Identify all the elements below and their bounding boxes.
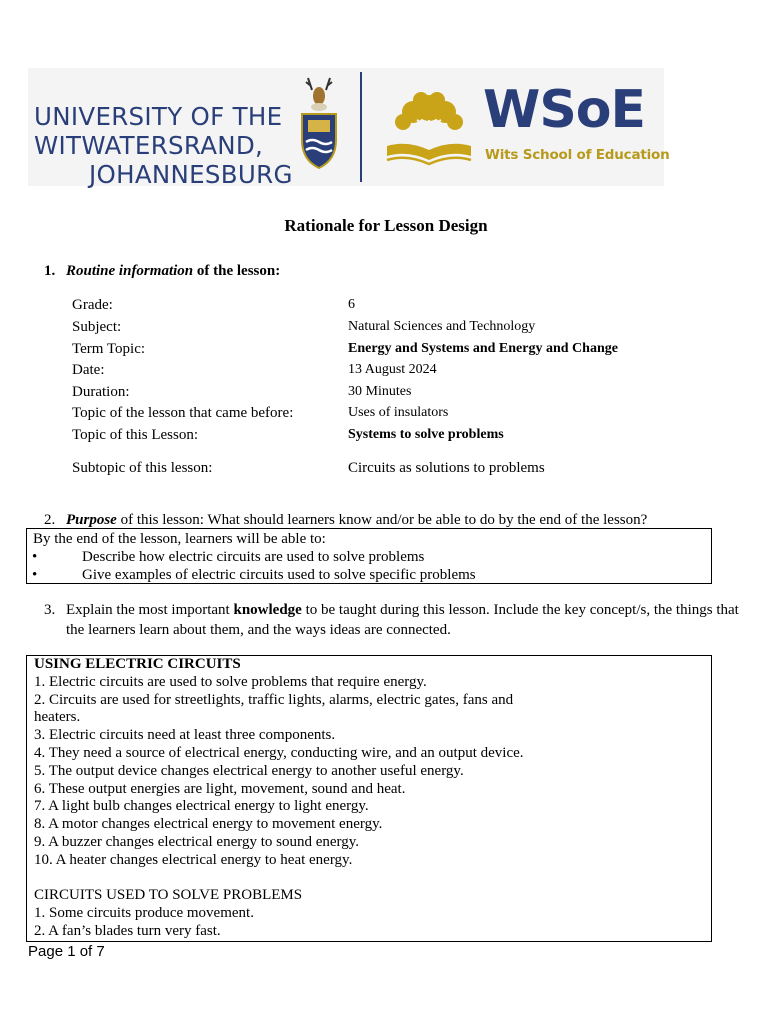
term-topic-value: Energy and Systems and Energy and Change	[348, 341, 618, 356]
lesson-topic-label: Topic of this Lesson:	[72, 427, 199, 443]
section-3-text-after: to be taught during this lesson. Include the key concept/s, the things that	[301, 602, 739, 618]
date-value: 13 August 2024	[348, 362, 437, 377]
page-number: Page 1 of 7	[28, 943, 105, 960]
section-3-number: 3.	[44, 602, 56, 618]
grade-label: Grade:	[72, 297, 113, 313]
knowledge-line: 4. They need a source of electrical energy, conducting wire, and an output device.	[34, 745, 524, 761]
duration-label: Duration:	[72, 384, 130, 400]
knowledge-line: 7. A light bulb changes electrical energy to light energy.	[34, 798, 369, 815]
section-3-line-1	[66, 600, 739, 620]
knowledge-line-2: 1. Some circuits produce movement.	[34, 905, 254, 922]
purpose-bullet-1-marker: •	[32, 549, 38, 565]
header-banner	[28, 68, 670, 189]
university-line-2: WITWATERSRAND,	[34, 131, 264, 160]
school-acronym: WSoE	[483, 80, 646, 140]
section-1-heading-rest: of the lesson:	[193, 263, 281, 279]
section-2-number: 2.	[44, 512, 56, 528]
duration-value: 30 Minutes	[348, 384, 412, 399]
logo-divider	[360, 72, 362, 182]
knowledge-line: 2. Circuits are used for streetlights, traffic lights, alarms, electric gates, fans and	[34, 691, 514, 708]
knowledge-line: heaters.	[34, 709, 81, 726]
knowledge-line-2: 2. A fan’s blades turn very fast.	[34, 923, 221, 939]
knowledge-line: 9. A buzzer changes electrical energy to sound energy.	[34, 834, 360, 850]
section-1-heading	[44, 261, 280, 281]
subject-value: Natural Sciences and Technology	[348, 319, 536, 334]
subject-label: Subject:	[72, 319, 122, 335]
section-2-heading	[44, 510, 647, 530]
university-line-3: JOHANNESBURG	[89, 160, 293, 189]
book-tree-icon	[383, 90, 475, 166]
knowledge-line: 1. Electric circuits are used to solve problems that require energy.	[34, 673, 427, 690]
knowledge-line: 3. Electric circuits need at least three components.	[34, 727, 336, 744]
document-title: Rationale for Lesson Design	[284, 216, 488, 235]
previous-topic-label: Topic of the lesson that came before:	[72, 405, 294, 421]
purpose-bullet-2: Give examples of electric circuits used to solve specific problems	[82, 567, 476, 583]
section-3-line-2: the learners learn about them, and the ways ideas are connected.	[66, 622, 451, 638]
term-topic-label: Term Topic:	[72, 341, 146, 357]
section-1-heading-italic: Routine information	[66, 263, 194, 279]
section-2-heading-rest: of this lesson: What should learners know and/or be able to do by the end of the lesson?	[116, 512, 648, 528]
purpose-bullet-2-marker: •	[32, 567, 38, 583]
subtopic-label: Subtopic of this lesson:	[72, 460, 213, 476]
previous-topic-value: Uses of insulators	[348, 405, 449, 420]
university-name	[34, 102, 293, 189]
knowledge-line: 5. The output device changes electrical energy to another useful energy.	[34, 762, 464, 779]
date-label: Date:	[72, 362, 105, 378]
section-3-text-bold: knowledge	[233, 602, 302, 618]
grade-value: 6	[348, 297, 355, 312]
section-1-number: 1.	[44, 263, 56, 279]
knowledge-heading: USING ELECTRIC CIRCUITS	[34, 656, 241, 672]
knowledge-box	[26, 655, 712, 942]
purpose-bullet-1: Describe how electric circuits are used to solve problems	[82, 549, 425, 565]
section-2-heading-italic: Purpose	[66, 512, 117, 528]
purpose-box	[26, 528, 712, 584]
university-crest-icon	[294, 74, 344, 174]
school-name: Wits School of Education	[485, 147, 670, 163]
subtopic-value: Circuits as solutions to problems	[348, 460, 545, 476]
university-line-1: UNIVERSITY OF THE	[34, 102, 283, 131]
knowledge-heading-2: CIRCUITS USED TO SOLVE PROBLEMS	[34, 887, 303, 904]
knowledge-line: 6. These output energies are light, movement, sound and heat.	[34, 780, 406, 797]
lesson-topic-value: Systems to solve problems	[348, 427, 504, 442]
section-3-text-before: Explain the most important	[66, 602, 234, 618]
knowledge-line: 8. A motor changes electrical energy to movement energy.	[34, 816, 383, 833]
knowledge-line: 10. A heater changes electrical energy to heat energy.	[34, 851, 353, 868]
purpose-intro: By the end of the lesson, learners will be able to:	[33, 531, 326, 547]
